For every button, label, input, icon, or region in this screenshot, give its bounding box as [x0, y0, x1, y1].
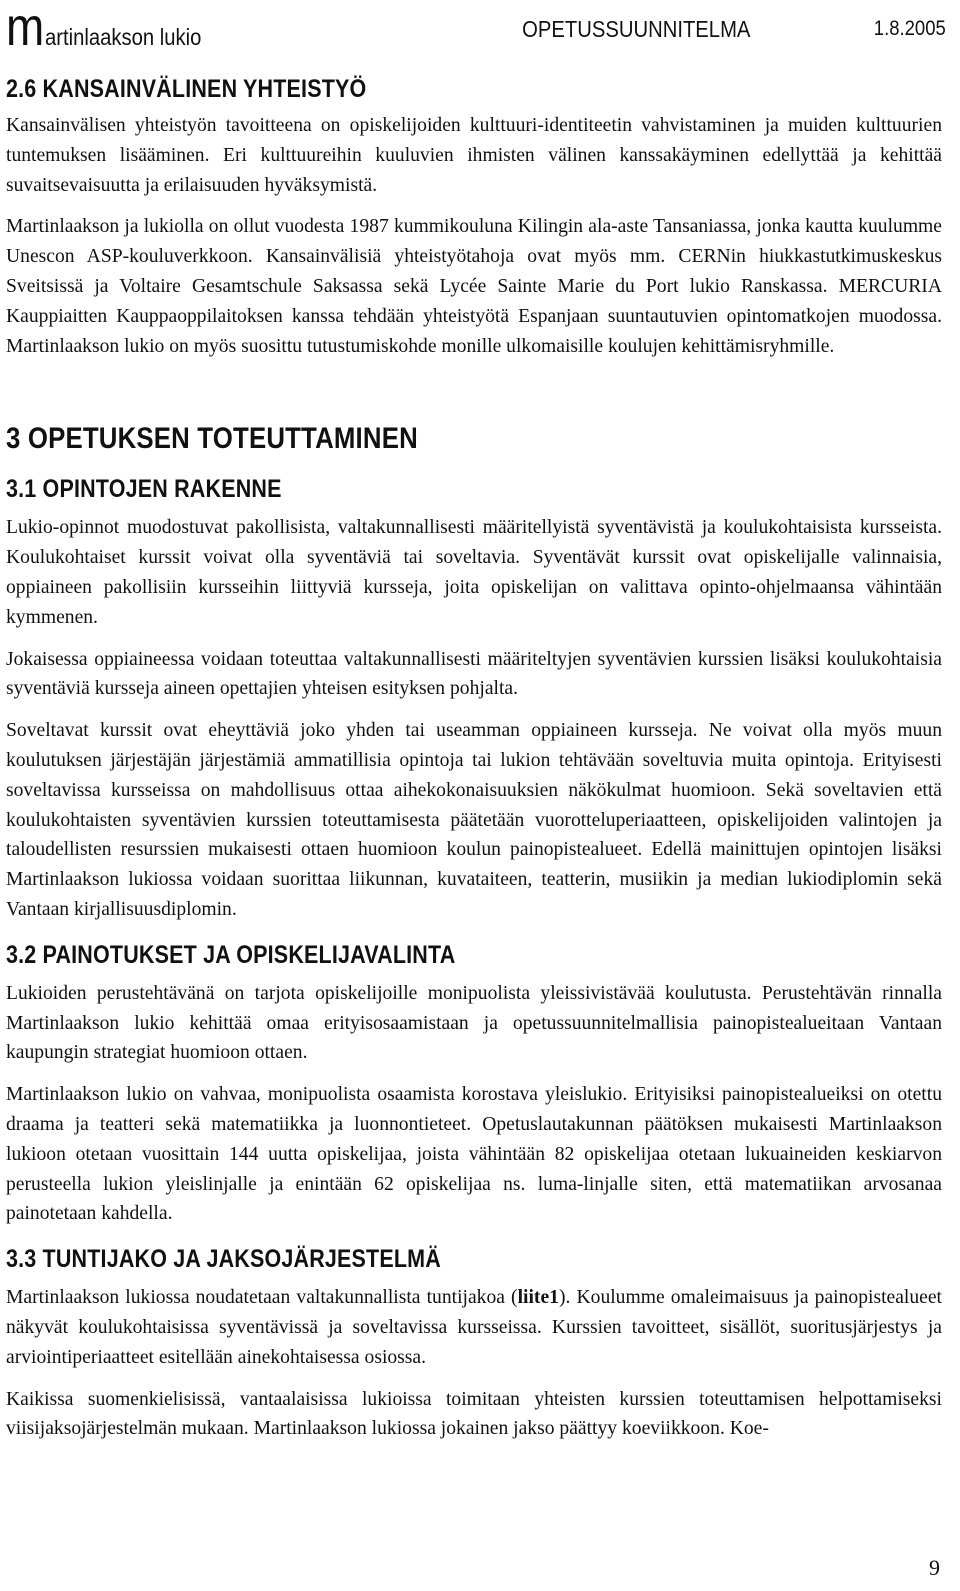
page-header: [6, 0, 946, 58]
paragraph: Martinlaakson ja lukiolla on ollut vuodesta 1987 kummikouluna Kilingin ala-aste Tansaniassa, jonka kautta kuulumme Unescon ASP-kouluverkkoon. Kansainvälisiä yhteistyötahoja ovat myös mm. CERNin hiukkastutkimuskeskus Sveitsissä ja Voltaire Gesamtschule Saksassa sekä Lycée Sainte Marie du Port lukio Ranskassa. MERCURIA Kauppiaitten Kauppaoppilaitoksen kanssa tehdään yhteistyötä Espanjaan suuntautuvien opintomatkojen muodossa. Martinlaakson lukio on myös suosittu tutustumiskohde monille ulkomaisille koulujen kehittämisryhmille.: [6, 216, 942, 357]
attachment-reference: liite1: [517, 1287, 559, 1309]
paragraph: Kansainvälisen yhteistyön tavoitteena on opiskelijoiden kulttuuri-identiteetin vahvistaminen ja muiden kulttuurien tuntemuksen lisääminen. Eri kulttuureihin kuuluvien ihmisten välinen kanssakäyminen edellyttää ja kehittää suvaitsevaisuutta ja erilaisuuden hyväksymistä.: [6, 115, 942, 196]
paragraph-text: ). Koulumme omaleimaisuus ja painopistealueet näkyvät koulukohtaisissa syventävissä ja soveltavissa kursseissa. Kurssien tavoitteet, sisällöt, suoritusjärjestys ja arviointiperiaatteet esitellään ainekohtaisessa osiossa.: [6, 1287, 942, 1368]
page-number: 9: [929, 1555, 940, 1580]
paragraph: Lukio-opinnot muodostuvat pakollisista, valtakunnallisesti määritellyistä syventävistä ja koulukohtaisista kursseista. Koulukohtaiset kurssit voivat olla syventäviä tai soveltavia. Syventävät kurssit ovat opiskelijalle valinnaisia, oppiaineen pakollisiin kursseihin liittyviä kursseja, joita opiskelijan on valittava opinto-ohjelmaansa vähintään kymmenen.: [6, 517, 942, 628]
chapter-heading-3: 3 OPETUKSEN TOTEUTTAMINEN: [6, 422, 418, 456]
document-title: OPETUSSUUNNITELMA: [521, 16, 750, 42]
paragraph: Martinlaakson lukio on vahvaa, monipuolista osaamista korostava yleislukio. Erityisiksi painopistealueiksi on otettu draama ja teatteri sekä matematiikka ja luonnontieteet. Opetuslautakunnan päätöksen mukaisesti Martinlaakson lukioon otetaan vuosittain 144 uutta opiskelijaa, joista vähintään 82 opiskelijaa otetaan lukuaineiden keskiarvon perusteella lukion yleislinjalle ja enintään 62 opiskelijaa ns. luma-linjalle siten, että matematiikan arvosanaa painotetaan kahdella.: [6, 1084, 942, 1225]
school-name-rest: artinlaakson lukio: [44, 24, 202, 50]
paragraph: Kaikissa suomenkielisissä, vantaalaisissa lukioissa toimitaan yhteisten kurssien toteuttamisen helpottamiseksi viisijaksojärjestelmän mukaan. Martinlaakson lukiossa jokainen jakso päättyy koeviikkoon. Koe-: [6, 1388, 942, 1440]
document-date: 1.8.2005: [874, 17, 946, 40]
section-heading-2-6: 2.6 KANSAINVÄLINEN YHTEISTYÖ: [6, 75, 367, 103]
paragraph: Soveltavat kurssit ovat eheyttäviä joko yhden tai useamman oppiaineen kursseja. Ne voivat olla myös muun koulutuksen järjestäjän järjestämiä ammatillisia opintoja tai lukion tehtävään soveltuvia muita opintoja. Erityisesti soveltavissa kursseissa on mahdollisuus ottaa aihekokonaisuuksien näkökulmat huomioon. Sekä soveltavien että koulukohtaisten syventävien kurssien toteuttamisesta päätetään vuorotteluperiaatteen, opiskelijoiden valintojen ja taloudellisten resurssien mukaisesti ottaen huomioon koulun painopistealueet. Edellä mainittujen opintojen lisäksi Martinlaakson lukiossa voidaan suorittaa liikunnan, kuvataiteen, teatterin, musiikin ja median lukiodiplomin sekä Vantaan kirjallisuusdiplomin.: [6, 720, 942, 920]
document-body: [6, 73, 942, 1444]
section-heading-3-2: 3.2 PAINOTUKSET JA OPISKELIJAVALINTA: [6, 940, 456, 969]
paragraph: [6, 1283, 942, 1372]
paragraph-text: Martinlaakson lukiossa noudatetaan valtakunnallista tuntijakoa (: [6, 1287, 518, 1309]
section-heading-3-3: 3.3 TUNTIJAKO JA JAKSOJÄRJESTELMÄ: [6, 1245, 441, 1274]
section-heading-3-1: 3.1 OPINTOJEN RAKENNE: [6, 475, 282, 504]
paragraph: Lukioiden perustehtävänä on tarjota opiskelijoille monipuolista yleissivistävää koulutusta. Perustehtävän rinnalla Martinlaakson lukio kehittää omaa erityisosaamistaan ja opetussuunnitelmallisia painopistealueitaan Vantaan kaupungin strategiat huomioon ottaen.: [6, 982, 942, 1064]
school-logo-initial: m: [6, 0, 45, 57]
school-name: [6, 0, 223, 57]
paragraph: Jokaisessa oppiaineessa voidaan toteuttaa valtakunnallisesti määriteltyjen syventävien kurssien lisäksi koulukohtaisia syventäviä kursseja aineen opettajien yhteisen esityksen pohjalta.: [6, 648, 942, 700]
